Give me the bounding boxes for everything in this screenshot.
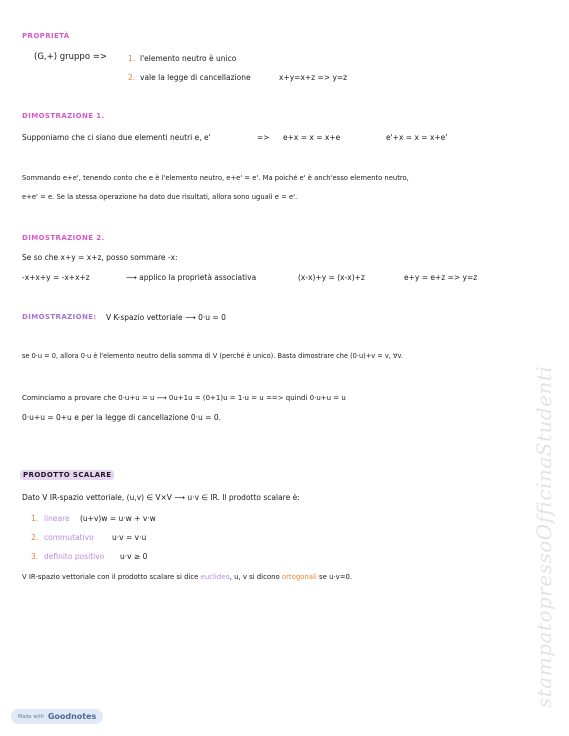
proof1-eq1: e+x = x = x+e <box>283 133 341 142</box>
proof2-eq-grouped: (x-x)+y = (x-x)+z <box>298 273 365 282</box>
term-euclideo: euclideo <box>200 573 230 581</box>
goodnotes-badge <box>11 709 103 724</box>
property-neutral-unique: l'elemento neutro è unico <box>140 54 237 63</box>
proof2-conclusion: e+y = e+z => y=z <box>404 273 478 282</box>
property-formula: (u+v)w = u·w + v·w <box>80 514 156 523</box>
item-number: 1. <box>128 54 136 63</box>
property-label-commutativo: commutativo <box>44 533 94 542</box>
heading-dimostrazione-1: DIMOSTRAZIONE 1. <box>22 112 105 120</box>
heading-dimostrazione-2: DIMOSTRAZIONE 2. <box>22 234 105 242</box>
property-label-lineare: lineare <box>44 514 70 523</box>
cancellation-formula: x+y=x+z => y=z <box>279 73 348 82</box>
badge-small-text: Made with <box>18 713 44 720</box>
heading-prodotto-scalare: PRODOTTO SCALARE <box>20 470 114 480</box>
property-formula: u·v = v·u <box>112 533 147 542</box>
proof3-statement: V K-spazio vettoriale ⟶ 0·u = 0 <box>106 313 226 322</box>
item-number: 3. <box>31 552 39 561</box>
property-label-definito-positivo: definito positivo <box>44 552 105 561</box>
proof3-line2: Cominciamo a provare che 0·u+u = u ⟶ 0u+1u = (0+1)u = 1·u = u ==> quindi 0·u+u = u <box>22 394 346 402</box>
implies-arrow: => <box>257 133 270 142</box>
property-formula: u·v ≥ 0 <box>120 552 148 561</box>
heading-dimostrazione: DIMOSTRAZIONE: <box>22 313 97 321</box>
proof2-eq-start: -x+x+y = -x+x+z <box>22 273 90 282</box>
definition-text: se u·v=0. <box>319 573 353 581</box>
heading-proprieta: PROPRIETÀ <box>22 32 70 40</box>
proof2-associative-note: ⟶ applico la proprietà associativa <box>126 273 257 282</box>
proof1-eq2: e'+x = x = x+e' <box>386 133 448 142</box>
watermark: stampatopressoOfficinaStudenti <box>532 365 556 708</box>
goodnotes-logo: Goodnotes <box>47 712 97 721</box>
item-number: 1. <box>31 514 39 523</box>
proof1-line3: e+e' = e. Se la stessa operazione ha dato due risultati, allora sono uguali e = e'. <box>22 193 298 201</box>
proof3-line3: 0·u+u = 0+u e per la legge di cancellazione 0·u = 0. <box>22 413 221 422</box>
proof1-line2: Sommando e+e', tenendo conto che e è l'elemento neutro, e+e' = e'. Ma poiché e' è anch'esso elemento neutro, <box>22 174 409 182</box>
item-number: 2. <box>128 73 136 82</box>
definition-text: V IR-spazio vettoriale con il prodotto scalare si dice <box>22 573 199 581</box>
euclidean-definition <box>22 573 352 581</box>
property-cancellation: vale la legge di cancellazione <box>140 73 251 82</box>
item-number: 2. <box>31 533 39 542</box>
term-ortogonali: ortogonali <box>281 573 317 581</box>
proof3-line1: se 0·u = 0, allora 0·u è l'elemento neutro della somma di V (perché è unico). Basta dimostrare che (0·u)+v = v, ∀v. <box>22 352 403 360</box>
definition-text: , u, v si dicono <box>229 573 280 581</box>
proof2-line1: Se so che x+y = x+z, posso sommare -x: <box>22 253 178 262</box>
group-definition: (G,+) gruppo => <box>34 52 107 62</box>
scalar-product-intro: Dato V IR-spazio vettoriale, (u,v) ∈ V×V ⟶ u·v ∈ IR. Il prodotto scalare è: <box>22 493 300 502</box>
proof1-line1: Supponiamo che ci siano due elementi neutri e, e' <box>22 133 211 142</box>
